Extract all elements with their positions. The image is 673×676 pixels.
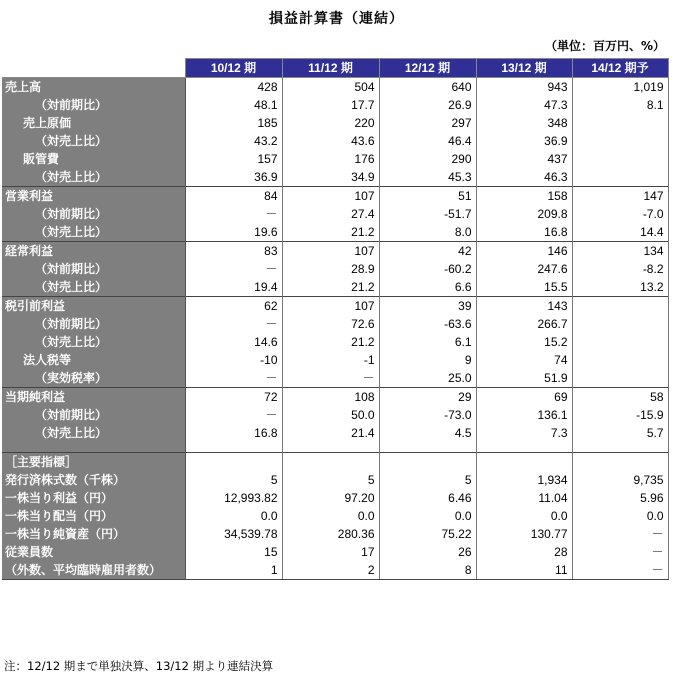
table-cell: 0.0 bbox=[282, 507, 379, 525]
table-cell: 43.6 bbox=[282, 132, 379, 150]
row-label: 法人税等 bbox=[2, 351, 185, 369]
table-row bbox=[2, 78, 668, 97]
column-header: 14/12 期予 bbox=[572, 59, 668, 78]
table-cell: 0.0 bbox=[572, 507, 668, 525]
table-row bbox=[2, 424, 668, 442]
table-row bbox=[2, 96, 668, 114]
table-cell: 247.6 bbox=[476, 260, 572, 278]
table-cell: 220 bbox=[282, 114, 379, 132]
table-cell: 943 bbox=[476, 78, 572, 97]
table-cell: 83 bbox=[185, 242, 282, 261]
table-cell: 0.0 bbox=[379, 507, 476, 525]
table-row bbox=[2, 114, 668, 132]
table-cell: 1 bbox=[185, 561, 282, 580]
table-cell: 5.96 bbox=[572, 489, 668, 507]
table-cell: 27.4 bbox=[282, 205, 379, 223]
table-cell bbox=[185, 442, 282, 453]
table-cell: 107 bbox=[282, 297, 379, 316]
table-cell: － bbox=[185, 315, 282, 333]
table-cell: 16.8 bbox=[185, 424, 282, 442]
table-cell: 17.7 bbox=[282, 96, 379, 114]
table-row bbox=[2, 205, 668, 223]
table-row bbox=[2, 489, 668, 507]
table-cell: 134 bbox=[572, 242, 668, 261]
table-cell: － bbox=[572, 543, 668, 561]
table-cell: 28.9 bbox=[282, 260, 379, 278]
table-cell: 107 bbox=[282, 187, 379, 206]
table-cell: 51 bbox=[379, 187, 476, 206]
table-cell: 147 bbox=[572, 187, 668, 206]
table-row bbox=[2, 561, 668, 580]
table-cell: － bbox=[572, 525, 668, 543]
table-cell: 29 bbox=[379, 388, 476, 407]
table-cell: 21.2 bbox=[282, 278, 379, 297]
unit-note: （単位：百万円、%） bbox=[544, 39, 665, 53]
row-label: 発行済株式数（千株） bbox=[2, 471, 185, 489]
table-cell: 62 bbox=[185, 297, 282, 316]
row-label: 販管費 bbox=[2, 150, 185, 168]
table-cell: 8.0 bbox=[379, 223, 476, 242]
row-label: 当期純利益 bbox=[2, 388, 185, 407]
table-row bbox=[2, 297, 668, 316]
table-cell: 16.8 bbox=[476, 223, 572, 242]
row-label: （実効税率） bbox=[2, 369, 185, 388]
table-cell: 437 bbox=[476, 150, 572, 168]
table-row bbox=[2, 471, 668, 489]
table-row bbox=[2, 260, 668, 278]
table-cell: 36.9 bbox=[476, 132, 572, 150]
table-cell: 146 bbox=[476, 242, 572, 261]
table-cell: 21.2 bbox=[282, 223, 379, 242]
table-cell: 26.9 bbox=[379, 96, 476, 114]
table-cell: 19.4 bbox=[185, 278, 282, 297]
table-cell: 5 bbox=[185, 471, 282, 489]
table-cell: -51.7 bbox=[379, 205, 476, 223]
table-cell: 280.36 bbox=[282, 525, 379, 543]
table-cell: -15.9 bbox=[572, 406, 668, 424]
table-cell: 72.6 bbox=[282, 315, 379, 333]
table-row bbox=[2, 187, 668, 206]
table-cell: 25.0 bbox=[379, 369, 476, 388]
table-cell: 348 bbox=[476, 114, 572, 132]
table-cell: 8.1 bbox=[572, 96, 668, 114]
table-cell bbox=[572, 351, 668, 369]
table-cell: 21.4 bbox=[282, 424, 379, 442]
table-cell: 34.9 bbox=[282, 168, 379, 187]
table-cell: 0.0 bbox=[185, 507, 282, 525]
table-cell bbox=[282, 453, 379, 472]
header-corner bbox=[2, 59, 185, 78]
table-cell: 69 bbox=[476, 388, 572, 407]
row-label: 一株当り利益（円） bbox=[2, 489, 185, 507]
table-cell: -8.2 bbox=[572, 260, 668, 278]
table-row bbox=[2, 507, 668, 525]
table-cell bbox=[572, 168, 668, 187]
row-label: （対前期比） bbox=[2, 406, 185, 424]
table-cell bbox=[572, 114, 668, 132]
table-row bbox=[2, 242, 668, 261]
table-cell: 8 bbox=[379, 561, 476, 580]
table-cell bbox=[572, 369, 668, 388]
table-cell: 0.0 bbox=[476, 507, 572, 525]
table-row bbox=[2, 132, 668, 150]
table-cell: 14.6 bbox=[185, 333, 282, 351]
table-cell: 185 bbox=[185, 114, 282, 132]
table-row bbox=[2, 369, 668, 388]
row-label: 税引前利益 bbox=[2, 297, 185, 316]
table-cell: 43.2 bbox=[185, 132, 282, 150]
table-cell bbox=[572, 315, 668, 333]
table-cell: 130.77 bbox=[476, 525, 572, 543]
table-cell: － bbox=[185, 260, 282, 278]
table-cell: 4.5 bbox=[379, 424, 476, 442]
spacer-row bbox=[2, 442, 668, 453]
table-cell: 74 bbox=[476, 351, 572, 369]
table-cell bbox=[572, 150, 668, 168]
table-cell: 640 bbox=[379, 78, 476, 97]
table-cell: 108 bbox=[282, 388, 379, 407]
table-cell: 14.4 bbox=[572, 223, 668, 242]
row-label: 一株当り純資産（円） bbox=[2, 525, 185, 543]
table-row bbox=[2, 543, 668, 561]
table-cell: 47.3 bbox=[476, 96, 572, 114]
table-cell: 39 bbox=[379, 297, 476, 316]
table-cell: 97.20 bbox=[282, 489, 379, 507]
row-label: 経常利益 bbox=[2, 242, 185, 261]
table-row bbox=[2, 388, 668, 407]
table-row bbox=[2, 315, 668, 333]
table-cell: 45.3 bbox=[379, 168, 476, 187]
table-cell: － bbox=[185, 369, 282, 388]
table-cell: － bbox=[572, 561, 668, 580]
table-cell: -10 bbox=[185, 351, 282, 369]
table-cell: 5.7 bbox=[572, 424, 668, 442]
table-cell: 26 bbox=[379, 543, 476, 561]
table-cell: 84 bbox=[185, 187, 282, 206]
column-header: 11/12 期 bbox=[282, 59, 379, 78]
table-row bbox=[2, 168, 668, 187]
table-cell: 75.22 bbox=[379, 525, 476, 543]
table-cell: 290 bbox=[379, 150, 476, 168]
table-cell: 15.5 bbox=[476, 278, 572, 297]
table-cell: 6.46 bbox=[379, 489, 476, 507]
table-row bbox=[2, 351, 668, 369]
row-label bbox=[2, 442, 185, 453]
footnote: 注：12/12 期まで単独決算、13/12 期より連結決算 bbox=[4, 659, 274, 673]
table-cell: -63.6 bbox=[379, 315, 476, 333]
column-header: 13/12 期 bbox=[476, 59, 572, 78]
row-label: （対売上比） bbox=[2, 132, 185, 150]
table-cell: 176 bbox=[282, 150, 379, 168]
table-cell: 6.6 bbox=[379, 278, 476, 297]
table-cell: 504 bbox=[282, 78, 379, 97]
row-label: （対売上比） bbox=[2, 424, 185, 442]
table-row bbox=[2, 453, 668, 472]
row-label: 売上原価 bbox=[2, 114, 185, 132]
table-cell: 143 bbox=[476, 297, 572, 316]
table-cell bbox=[572, 333, 668, 351]
page-title: 損益計算書（連結） bbox=[269, 11, 404, 27]
table-cell bbox=[379, 453, 476, 472]
column-header: 10/12 期 bbox=[185, 59, 282, 78]
table-cell: 157 bbox=[185, 150, 282, 168]
table-cell: -60.2 bbox=[379, 260, 476, 278]
table-cell bbox=[476, 442, 572, 453]
table-cell: -1 bbox=[282, 351, 379, 369]
table-cell bbox=[572, 132, 668, 150]
table-cell: 46.4 bbox=[379, 132, 476, 150]
table-cell: 15 bbox=[185, 543, 282, 561]
table-cell: 12,993.82 bbox=[185, 489, 282, 507]
table-cell bbox=[572, 453, 668, 472]
row-label: （対売上比） bbox=[2, 278, 185, 297]
table-cell: 42 bbox=[379, 242, 476, 261]
table-cell: 428 bbox=[185, 78, 282, 97]
table-cell: 17 bbox=[282, 543, 379, 561]
row-label: 一株当り配当（円） bbox=[2, 507, 185, 525]
table-cell bbox=[572, 442, 668, 453]
table-cell: － bbox=[185, 205, 282, 223]
table-row bbox=[2, 278, 668, 297]
row-label: （対売上比） bbox=[2, 333, 185, 351]
row-label: （外数、平均臨時雇用者数） bbox=[2, 561, 185, 580]
table-cell: 28 bbox=[476, 543, 572, 561]
table-cell: 11.04 bbox=[476, 489, 572, 507]
table-row bbox=[2, 525, 668, 543]
table-cell: 107 bbox=[282, 242, 379, 261]
table-cell: 1,934 bbox=[476, 471, 572, 489]
row-label: （対前期比） bbox=[2, 315, 185, 333]
table-row bbox=[2, 406, 668, 424]
row-label: 従業員数 bbox=[2, 543, 185, 561]
table-cell: － bbox=[282, 369, 379, 388]
table-cell: 34,539.78 bbox=[185, 525, 282, 543]
table-cell: 5 bbox=[379, 471, 476, 489]
table-cell: 136.1 bbox=[476, 406, 572, 424]
table-cell: 11 bbox=[476, 561, 572, 580]
table-cell: -73.0 bbox=[379, 406, 476, 424]
row-label: （対前期比） bbox=[2, 260, 185, 278]
row-label: ［主要指標］ bbox=[2, 453, 185, 472]
table-cell: 46.3 bbox=[476, 168, 572, 187]
table-cell: 19.6 bbox=[185, 223, 282, 242]
table-row bbox=[2, 150, 668, 168]
table-cell bbox=[476, 453, 572, 472]
table-cell: 5 bbox=[282, 471, 379, 489]
table-cell: -7.0 bbox=[572, 205, 668, 223]
row-label: （対前期比） bbox=[2, 96, 185, 114]
table-row bbox=[2, 223, 668, 242]
row-label: 営業利益 bbox=[2, 187, 185, 206]
row-label: （対前期比） bbox=[2, 205, 185, 223]
header-row bbox=[2, 59, 668, 78]
table-cell: 297 bbox=[379, 114, 476, 132]
table-cell: 50.0 bbox=[282, 406, 379, 424]
table-cell: 72 bbox=[185, 388, 282, 407]
table-body bbox=[2, 78, 668, 580]
table-cell: 6.1 bbox=[379, 333, 476, 351]
table-cell: 15.2 bbox=[476, 333, 572, 351]
table-cell: 9 bbox=[379, 351, 476, 369]
table-cell: 9,735 bbox=[572, 471, 668, 489]
table-cell bbox=[282, 442, 379, 453]
table-cell: 48.1 bbox=[185, 96, 282, 114]
row-label: （対売上比） bbox=[2, 223, 185, 242]
row-label: 売上高 bbox=[2, 78, 185, 97]
table-cell: 2 bbox=[282, 561, 379, 580]
table-cell: 13.2 bbox=[572, 278, 668, 297]
table-cell: 36.9 bbox=[185, 168, 282, 187]
row-label: （対売上比） bbox=[2, 168, 185, 187]
table-cell: － bbox=[185, 406, 282, 424]
table-cell bbox=[572, 297, 668, 316]
column-header: 12/12 期 bbox=[379, 59, 476, 78]
table-cell bbox=[185, 453, 282, 472]
table-cell: 158 bbox=[476, 187, 572, 206]
table-cell: 266.7 bbox=[476, 315, 572, 333]
table-cell: 1,019 bbox=[572, 78, 668, 97]
table-cell bbox=[379, 442, 476, 453]
table-cell: 7.3 bbox=[476, 424, 572, 442]
table-cell: 21.2 bbox=[282, 333, 379, 351]
table-row bbox=[2, 333, 668, 351]
table-cell: 209.8 bbox=[476, 205, 572, 223]
income-statement-table bbox=[2, 58, 669, 580]
table-cell: 58 bbox=[572, 388, 668, 407]
table-cell: 51.9 bbox=[476, 369, 572, 388]
